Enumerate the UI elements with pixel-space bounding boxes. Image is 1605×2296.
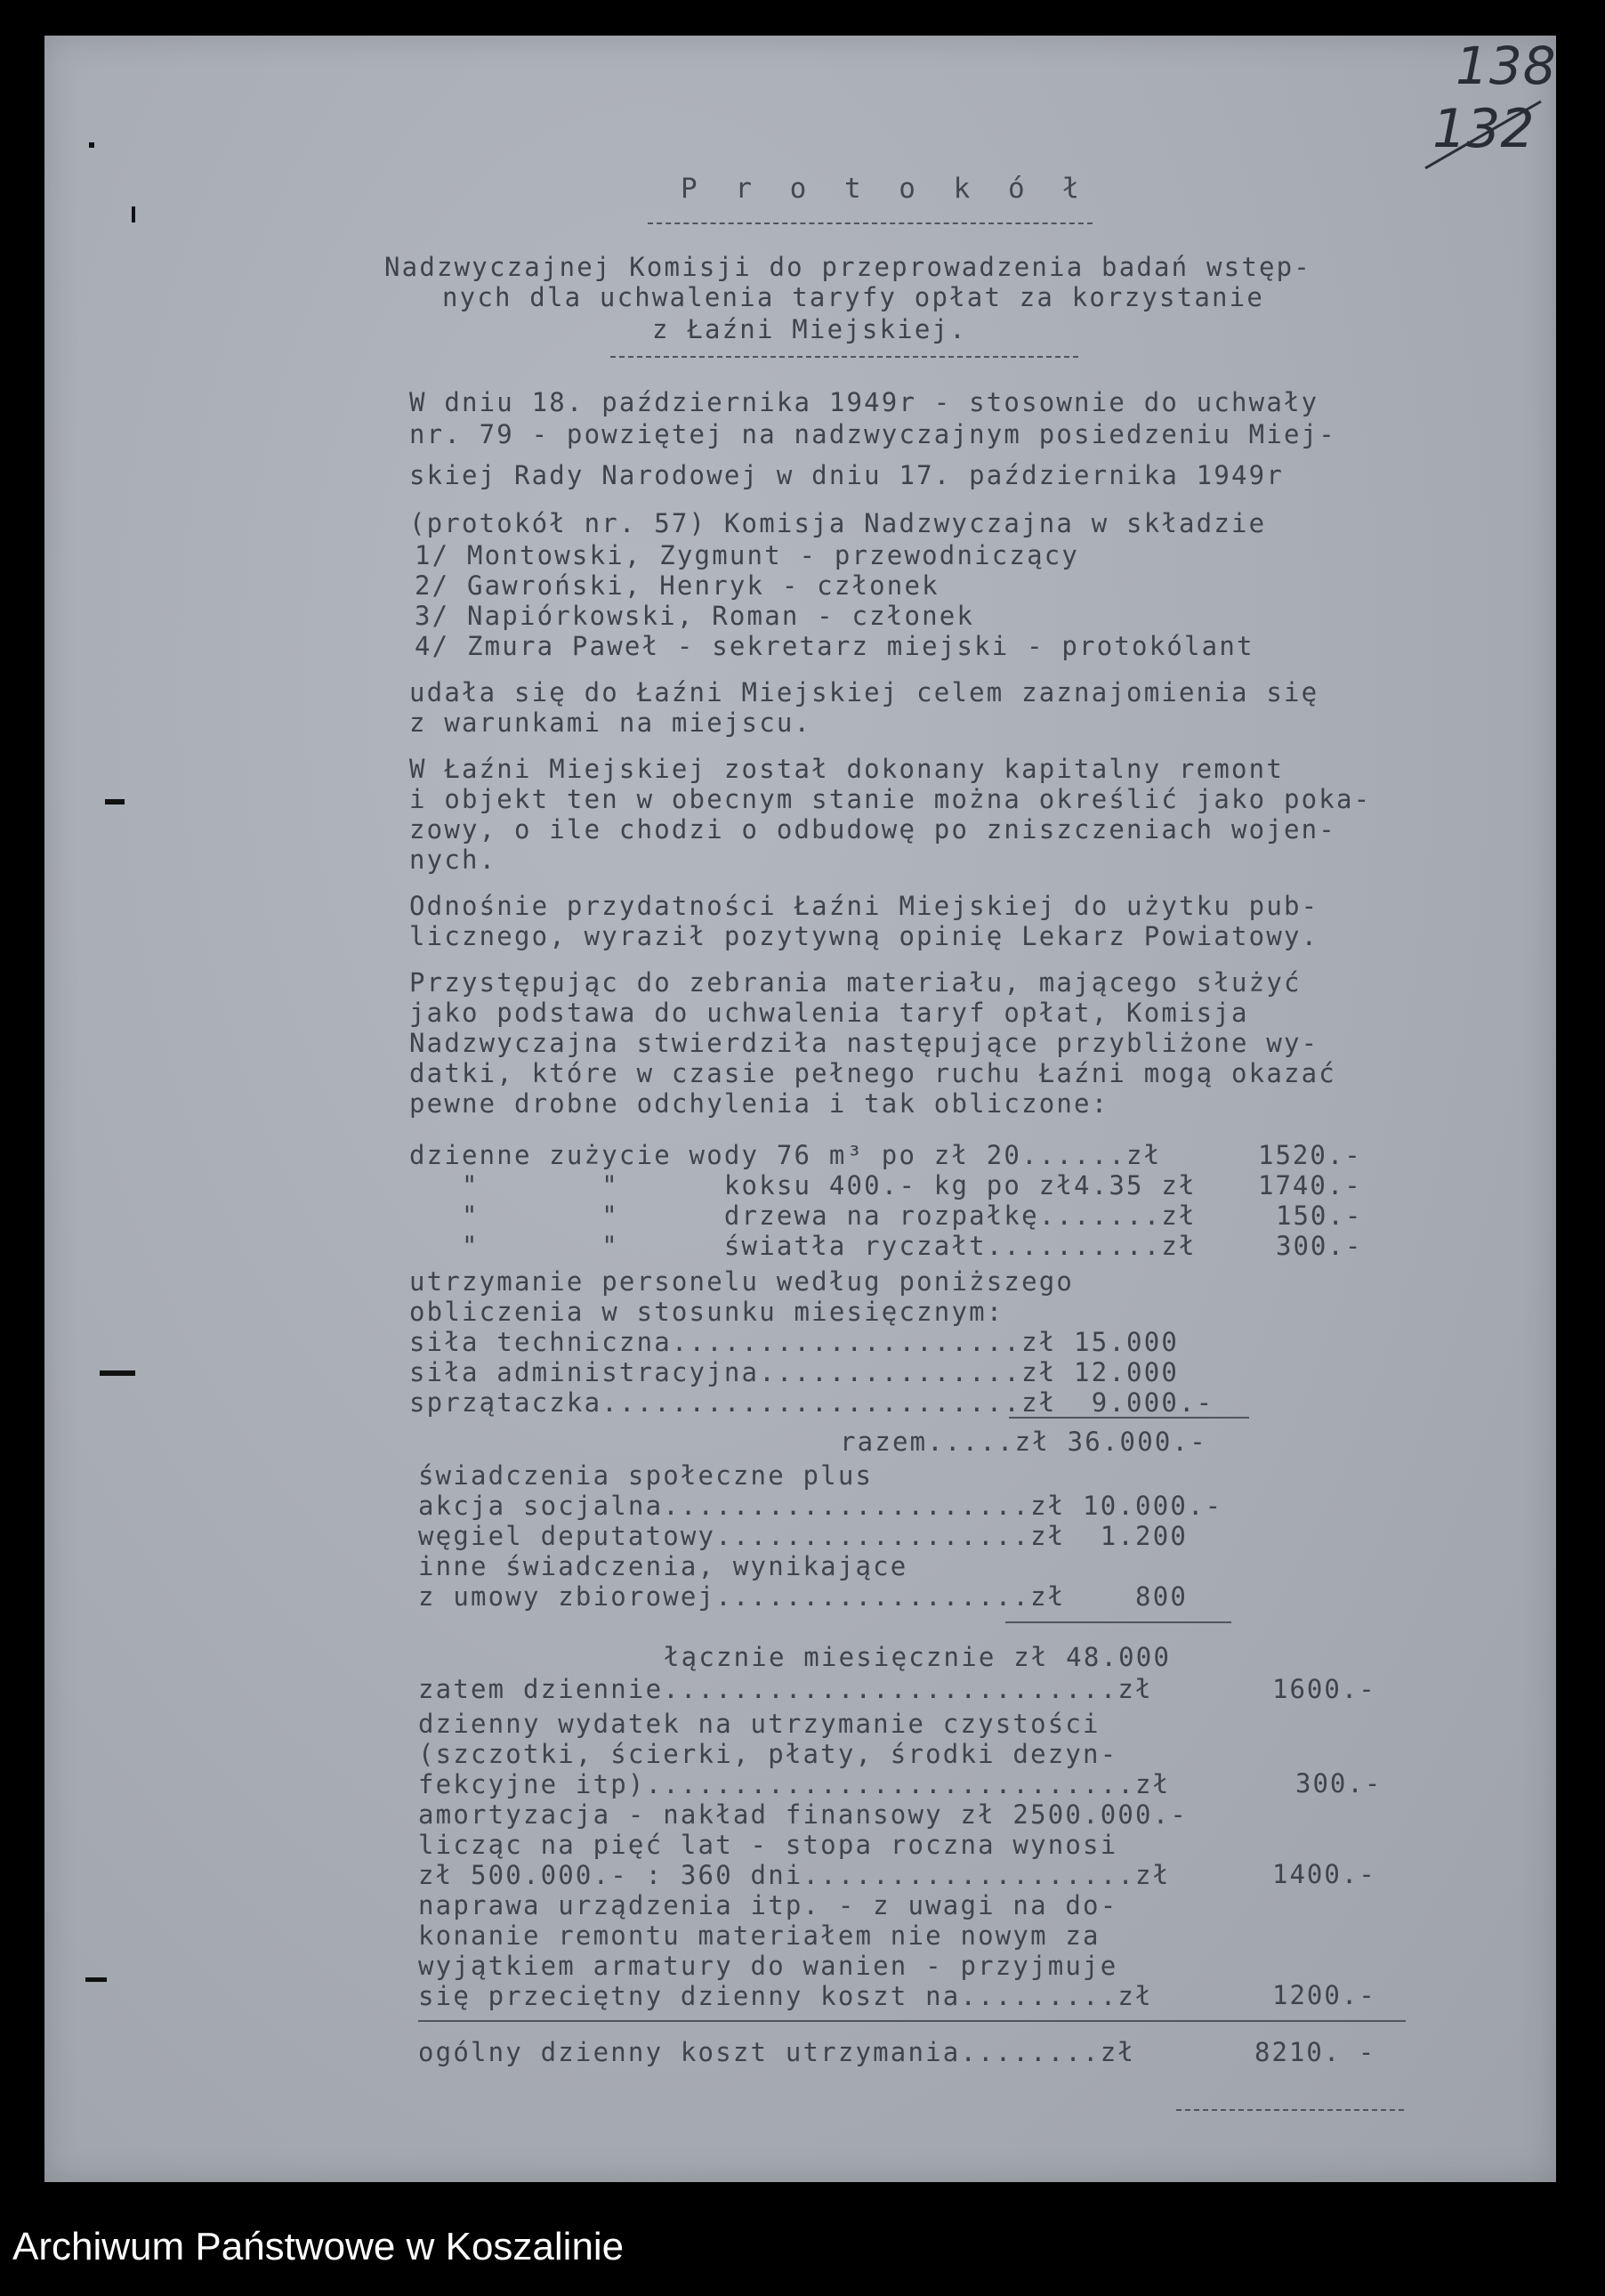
staff-item: siła techniczna....................zł 15.000 xyxy=(409,1327,1180,1357)
summary-row-label: naprawa urządzenia itp. - z uwagi na do- konanie remontu materiałem nie nowym za wyjątkiem armatury do wanien - przyjmuje się przeciętny dzienny koszt na.........zł xyxy=(418,1890,1153,2011)
paragraph-2-line-1: udała się do Łaźni Miejskiej celem zaznajomienia się xyxy=(409,677,1319,707)
edge-mark xyxy=(100,1370,135,1376)
page-number-bottom: 132 xyxy=(1432,98,1535,160)
staff-total: razem.....zł 36.000.- xyxy=(840,1427,1207,1457)
paragraph-5-line-1: Przystępując do zebrania materiału, mającego służyć xyxy=(409,967,1302,998)
paragraph-2-line-2: z warunkami na miejscu. xyxy=(409,707,812,738)
summary-row-amount: 1200.- xyxy=(1272,1980,1376,2010)
paragraph-4-line-2: licznego, wyraził pozytywną opinię Lekarz Powiatowy. xyxy=(409,921,1319,951)
page-number-top: 138 xyxy=(1456,36,1557,96)
daily-cost-label: " " światła ryczałt..........zł xyxy=(409,1231,1197,1261)
paragraph-3-line-1: W Łaźni Miejskiej został dokonany kapitalny remont xyxy=(409,754,1284,784)
subtitle-line-1: Nadzwyczajnej Komisji do przeprowadzenia badań wstęp- xyxy=(384,252,1311,282)
staff-item: siła administracyjna...............zł 12.000 xyxy=(409,1357,1180,1387)
daily-cost-amount: 1520.- xyxy=(1258,1140,1362,1170)
paragraph-1-line-4: (protokół nr. 57) Komisja Nadzwyczajna w składzie xyxy=(409,508,1267,538)
grand-total-rule xyxy=(418,2020,1406,2022)
summary-row-label: zatem dziennie..........................zł xyxy=(418,1674,1153,1704)
staff-intro-line-2: obliczenia w stosunku miesięcznym: xyxy=(409,1297,1004,1327)
member-2: 2/ Gawroński, Henryk - członek xyxy=(415,570,940,601)
title-underline xyxy=(648,222,1093,224)
grand-total-underline xyxy=(1176,2109,1404,2111)
summary-row-label: amortyzacja - nakład finansowy zł 2500.000.- licząc na pięć lat - stopa roczna wynosi zł 500.000.- : 360 dni...................zł xyxy=(418,1799,1189,1890)
staff-sum-rule xyxy=(1009,1417,1249,1419)
subtitle-line-2: nych dla uchwalenia taryfy opłat za korzystanie xyxy=(442,282,1264,312)
daily-cost-label: dzienne zużycie wody 76 m³ po zł 20......zł xyxy=(409,1140,1162,1170)
edge-mark xyxy=(89,142,94,148)
subtitle-underline xyxy=(610,356,1078,358)
edge-mark xyxy=(132,206,135,222)
daily-cost-label: " " koksu 400.- kg po zł4.35 zł xyxy=(409,1170,1197,1201)
subtitle-line-3: z Łaźni Miejskiej. xyxy=(652,314,967,344)
grand-total-label: ogólny dzienny koszt utrzymania........zł xyxy=(418,2037,1136,2067)
daily-cost-amount: 150.- xyxy=(1276,1201,1363,1231)
benefit-line: węgiel deputatowy..................zł 1.200 xyxy=(418,1521,1189,1551)
summary-row-amount: 1400.- xyxy=(1272,1859,1376,1889)
paragraph-3-line-3: zowy, o ile chodzi o odbudowę po zniszczeniach wojen- xyxy=(409,814,1336,845)
edge-mark xyxy=(105,799,125,804)
document-title: P r o t o k ó ł xyxy=(681,173,1090,205)
paragraph-1-line-3: skiej Rady Narodowej w dniu 17. października 1949r xyxy=(409,460,1284,490)
grand-total-amount: 8210. - xyxy=(1254,2037,1376,2067)
daily-cost-amount: 300.- xyxy=(1276,1231,1363,1261)
archive-name: Archiwum Państwowe w Koszalinie xyxy=(12,2225,625,2268)
summary-row-amount: 1600.- xyxy=(1272,1674,1376,1704)
paragraph-5-line-4: datki, które w czasie pełnego ruchu Łaźni mogą okazać xyxy=(409,1058,1336,1088)
paragraph-1-line-1: W dniu 18. października 1949r - stosownie do uchwały xyxy=(409,387,1319,417)
benefit-line: świadczenia społeczne plus xyxy=(418,1460,874,1491)
member-4: 4/ Zmura Paweł - sekretarz miejski - protokólant xyxy=(415,631,1254,661)
paragraph-3-line-4: nych. xyxy=(409,845,497,875)
benefit-line: inne świadczenia, wynikające xyxy=(418,1551,908,1581)
member-1: 1/ Montowski, Zygmunt - przewodniczący xyxy=(415,540,1080,570)
benefits-sum-rule xyxy=(1005,1621,1231,1623)
paragraph-3-line-2: i objekt ten w obecnym stanie można określić jako poka- xyxy=(409,784,1372,814)
daily-cost-amount: 1740.- xyxy=(1258,1170,1362,1201)
daily-cost-label: " " drzewa na rozpałkę.......zł xyxy=(409,1201,1197,1231)
edge-mark xyxy=(85,1977,107,1982)
summary-row-amount: 300.- xyxy=(1295,1768,1383,1799)
paragraph-4-line-1: Odnośnie przydatności Łaźni Miejskiej do użytku pub- xyxy=(409,891,1319,921)
benefit-line: akcja socjalna.....................zł 10.000.- xyxy=(418,1491,1223,1521)
paragraph-5-line-2: jako podstawa do uchwalenia taryf opłat, Komisja xyxy=(409,998,1249,1028)
paragraph-5-line-5: pewne drobne odchylenia i tak obliczone: xyxy=(409,1088,1109,1119)
monthly-total: łącznie miesięcznie zł 48.000 xyxy=(664,1642,1172,1672)
benefit-line: z umowy zbiorowej..................zł 800 xyxy=(418,1581,1189,1612)
summary-row-label: dzienny wydatek na utrzymanie czystości (szczotki, ścierki, płaty, środki dezyn- fekcyjne itp)............................zł xyxy=(418,1709,1171,1799)
paragraph-5-line-3: Nadzwyczajna stwierdziła następujące przybliżone wy- xyxy=(409,1028,1319,1058)
staff-item: sprzątaczka........................zł 9.000.- xyxy=(409,1387,1214,1418)
staff-intro-line-1: utrzymanie personelu według poniższego xyxy=(409,1266,1075,1297)
member-3: 3/ Napiórkowski, Roman - członek xyxy=(415,601,975,631)
paragraph-1-line-2: nr. 79 - powziętej na nadzwyczajnym posiedzeniu Miej- xyxy=(409,419,1336,449)
